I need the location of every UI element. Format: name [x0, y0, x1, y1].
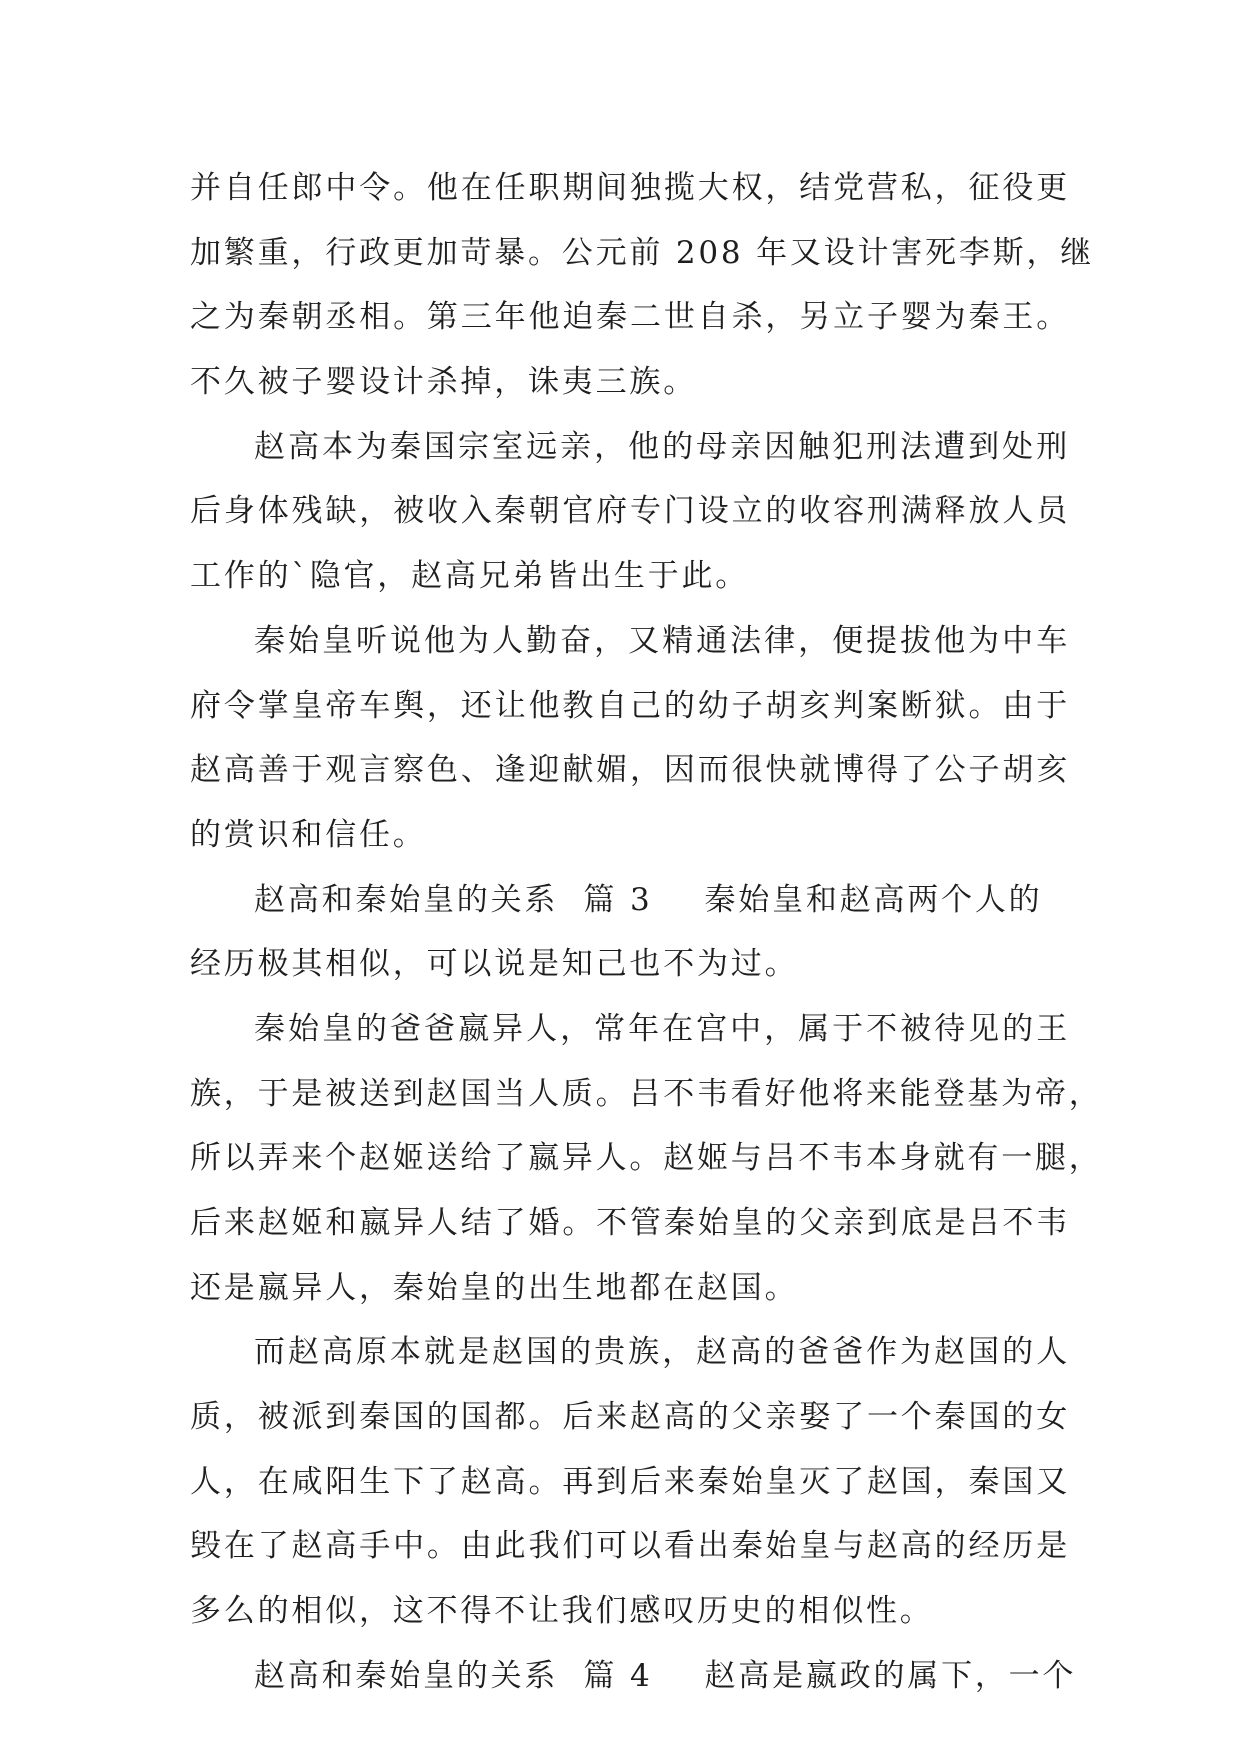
text-line: 秦始皇的爸爸嬴异人，常年在宫中，属于不被待见的王: [254, 1010, 1070, 1047]
text-line: 之为秦朝丞相。第三年他迫秦二世自杀，另立子婴为秦王。: [190, 299, 1070, 336]
text-line: 府令掌皇帝车舆，还让他教自己的幼子胡亥判案断狱。由于: [190, 687, 1070, 724]
section-heading-text: 赵高是嬴政的属下，一个: [704, 1657, 1077, 1694]
text-line: 毁在了赵高手中。由此我们可以看出秦始皇与赵高的经历是: [190, 1528, 1070, 1565]
section-heading-title: 赵高和秦始皇的关系 篇 3: [254, 881, 653, 918]
text-line: 质，被派到秦国的国都。后来赵高的父亲娶了一个秦国的女: [190, 1399, 1070, 1436]
body-paragraph: [190, 156, 1095, 415]
text-line: 还是嬴异人，秦始皇的出生地都在赵国。: [190, 1269, 799, 1306]
heading-line: [190, 1644, 1077, 1709]
section-heading-paragraph: [190, 1644, 1077, 1709]
body-paragraph: [190, 997, 1103, 1320]
heading-line: [190, 868, 1070, 933]
section-heading-paragraph: [190, 868, 1070, 997]
body-paragraph: [190, 415, 1070, 609]
text-line: 所以弄来个赵姬送给了嬴异人。赵姬与吕不韦本身就有一腿，: [190, 1140, 1103, 1177]
body-paragraph: [190, 1320, 1070, 1643]
text-line: 赵高善于观言察色、逢迎献媚，因而很快就博得了公子胡亥: [190, 752, 1070, 789]
text-line: 经历极其相似，可以说是知己也不为过。: [190, 946, 799, 983]
text-line: 赵高本为秦国宗室远亲，他的母亲因触犯刑法遭到处刑: [254, 428, 1070, 465]
text-line: 加繁重，行政更加苛暴。公元前 208 年又设计害死李斯，继: [190, 234, 1095, 271]
text-line: 多么的相似，这不得不让我们感叹历史的相似性。: [190, 1593, 934, 1630]
text-line: 秦始皇听说他为人勤奋，又精通法律，便提拔他为中车: [254, 622, 1070, 659]
text-line: 并自任郎中令。他在任职期间独揽大权，结党营私，征役更: [190, 170, 1070, 206]
text-line: 不久被子婴设计杀掉，诛夷三族。: [190, 364, 697, 401]
section-heading-text: 秦始皇和赵高两个人的: [704, 881, 1043, 918]
text-line: 后来赵姬和嬴异人结了婚。不管秦始皇的父亲到底是吕不韦: [190, 1205, 1070, 1241]
text-line: 的赏识和信任。: [190, 816, 427, 853]
text-line: 而赵高原本就是赵国的贵族，赵高的爸爸作为赵国的人: [254, 1334, 1070, 1371]
document-body: [190, 156, 1103, 1709]
text-line: 人，在咸阳生下了赵高。再到后来秦始皇灭了赵国，秦国又: [190, 1463, 1070, 1500]
text-line: 工作的`隐官，赵高兄弟皆出生于此。: [190, 558, 750, 595]
text-line: 族，于是被送到赵国当人质。吕不韦看好他将来能登基为帝，: [190, 1075, 1103, 1112]
section-heading-title: 赵高和秦始皇的关系 篇 4: [254, 1657, 653, 1694]
body-paragraph: [190, 609, 1070, 868]
text-line: 后身体残缺，被收入秦朝官府专门设立的收容刑满释放人员: [190, 493, 1070, 530]
